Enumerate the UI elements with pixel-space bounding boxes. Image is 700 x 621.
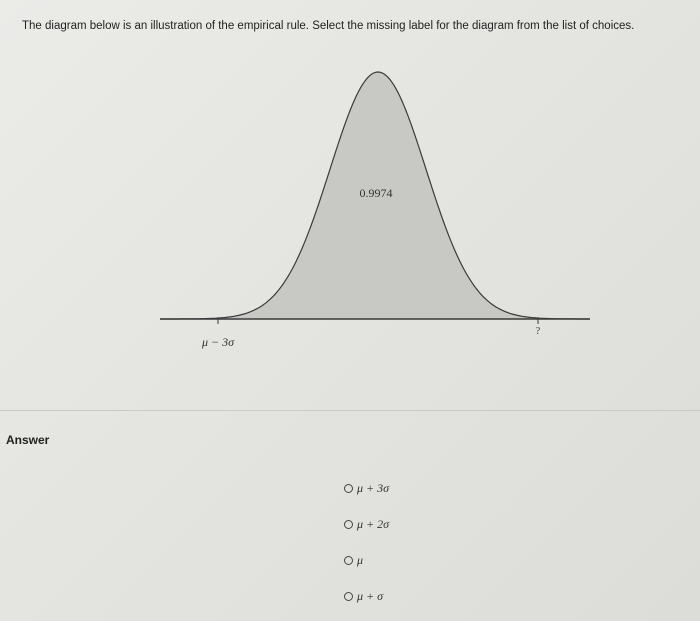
choice-label: μ + 2σ: [357, 516, 390, 531]
area-label: 0.9974: [359, 186, 393, 200]
choice-mu-plus-sigma[interactable]: [344, 578, 389, 614]
choice-label: μ + σ: [357, 588, 384, 603]
radio-icon[interactable]: [344, 556, 353, 565]
right-bound-label: ?: [535, 326, 541, 337]
choice-mu-plus-3sigma[interactable]: [344, 470, 389, 506]
answer-heading: Answer: [6, 433, 50, 447]
choice-label: μ + 3σ: [357, 480, 390, 495]
left-bound-label: μ − 3σ: [201, 335, 235, 349]
section-divider: [0, 410, 700, 411]
question-text: The diagram below is an illustration of the empirical rule. Select the missing label for the diagram from the list of choices.: [22, 20, 635, 32]
radio-icon[interactable]: [344, 484, 353, 493]
choice-label: μ: [357, 552, 364, 567]
normal-curve-diagram: [150, 60, 610, 360]
radio-icon[interactable]: [344, 520, 353, 529]
choice-mu-plus-2sigma[interactable]: [344, 506, 389, 542]
choice-mu[interactable]: [344, 542, 389, 578]
answer-choices: [344, 470, 389, 614]
radio-icon[interactable]: [344, 592, 353, 601]
